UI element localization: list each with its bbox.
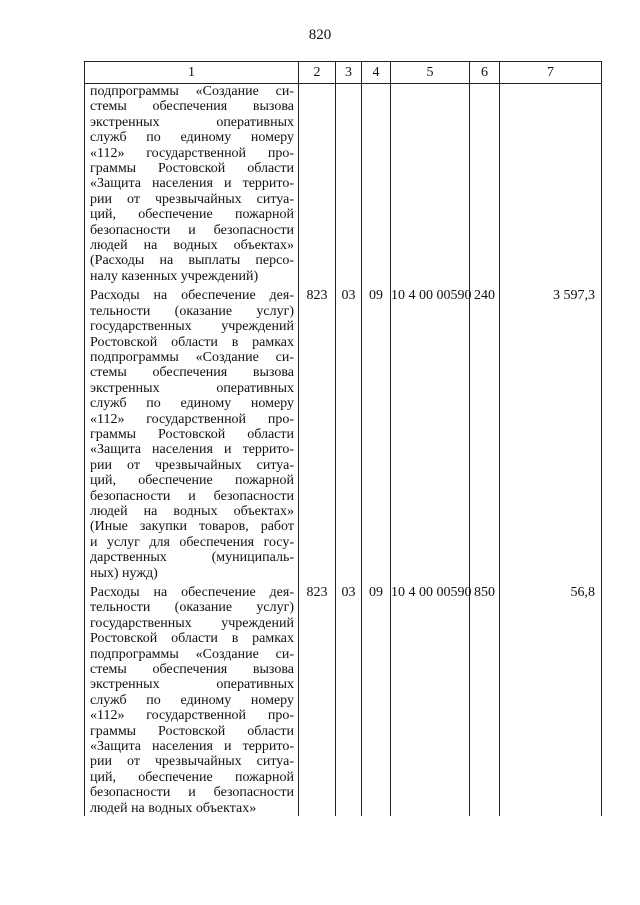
description-line: граммы Ростовской области [90, 723, 294, 739]
row-description [85, 585, 299, 816]
row-section-code: 03 [336, 288, 362, 585]
budget-table [84, 61, 602, 816]
description-line: ций, обеспечение пожарной [90, 207, 294, 223]
row-ministry-code: 823 [299, 585, 336, 816]
header-col-3: 3 [336, 62, 362, 84]
header-col-7: 7 [500, 62, 602, 84]
description-line: рии от чрезвычайных ситуа- [90, 191, 294, 207]
description-line: тельности (оказание услуг) [90, 303, 294, 319]
description-line: (Иные закупки товаров, работ [90, 519, 294, 535]
description-line: стемы обеспечения вызова [90, 99, 294, 115]
row-amount: 56,8 [500, 585, 602, 816]
description-line: служб по единому номеру [90, 396, 294, 412]
row-target-article: 10 4 00 00590 [391, 585, 470, 816]
table-row [85, 84, 602, 289]
row-description [85, 84, 299, 289]
description-line: людей на водных объектах» [90, 238, 294, 254]
description-line: людей на водных объектах» [90, 503, 294, 519]
description-line: экстренных оперативных [90, 677, 294, 693]
description-line: экстренных оперативных [90, 380, 294, 396]
row-amount: 3 597,3 [500, 288, 602, 585]
description-line: тельности (оказание услуг) [90, 600, 294, 616]
description-line: «Защита населения и террито- [90, 739, 294, 755]
row-ministry-code [299, 84, 336, 289]
description-line: стемы обеспечения вызова [90, 365, 294, 381]
table-row [85, 585, 602, 816]
description-line: служб по единому номеру [90, 130, 294, 146]
header-row [85, 62, 602, 84]
row-subsection-code [362, 84, 391, 289]
header-col-4: 4 [362, 62, 391, 84]
row-target-article: 10 4 00 00590 [391, 288, 470, 585]
description-line: людей на водных объектах» [90, 800, 257, 816]
row-section-code [336, 84, 362, 289]
header-col-5: 5 [391, 62, 470, 84]
description-line: (Расходы на выплаты персо- [90, 253, 294, 269]
row-expense-type: 850 [470, 585, 500, 816]
header-col-6: 6 [470, 62, 500, 84]
table-row [85, 288, 602, 585]
description-line: государственных учреждений [90, 615, 294, 631]
row-target-article [391, 84, 470, 289]
description-line: «Защита населения и террито- [90, 442, 294, 458]
description-line: дарственных (муниципаль- [90, 550, 294, 566]
row-ministry-code: 823 [299, 288, 336, 585]
description-line: ций, обеспечение пожарной [90, 769, 294, 785]
row-subsection-code: 09 [362, 288, 391, 585]
header-col-2: 2 [299, 62, 336, 84]
description-line: «Защита населения и террито- [90, 176, 294, 192]
description-line: Ростовской области в рамках [90, 334, 294, 350]
row-section-code: 03 [336, 585, 362, 816]
description-line: Расходы на обеспечение дея- [90, 288, 294, 304]
row-amount [500, 84, 602, 289]
description-line: безопасности и безопасности [90, 785, 294, 801]
description-line: граммы Ростовской области [90, 161, 294, 177]
description-line: Ростовской области в рамках [90, 631, 294, 647]
description-line: подпрограммы «Создание си- [90, 84, 294, 99]
description-line: «112» государственной про- [90, 411, 294, 427]
row-description [85, 288, 299, 585]
row-subsection-code: 09 [362, 585, 391, 816]
row-expense-type [470, 84, 500, 289]
page-number: 820 [308, 27, 332, 43]
description-line: ных) нужд) [90, 565, 158, 581]
row-expense-type: 240 [470, 288, 500, 585]
description-line: безопасности и безопасности [90, 222, 294, 238]
description-line: «112» государственной про- [90, 145, 294, 161]
description-line: рии от чрезвычайных ситуа- [90, 754, 294, 770]
description-line: подпрограммы «Создание си- [90, 349, 294, 365]
description-line: налу казенных учреждений) [90, 268, 259, 284]
description-line: рии от чрезвычайных ситуа- [90, 457, 294, 473]
description-line: стемы обеспечения вызова [90, 662, 294, 678]
description-line: безопасности и безопасности [90, 488, 294, 504]
description-line: служб по единому номеру [90, 692, 294, 708]
header-col-1: 1 [85, 62, 299, 84]
table-body [85, 84, 602, 817]
table-header [85, 62, 602, 84]
description-line: граммы Ростовской области [90, 426, 294, 442]
description-line: «112» государственной про- [90, 708, 294, 724]
description-line: экстренных оперативных [90, 114, 294, 130]
description-line: подпрограммы «Создание си- [90, 646, 294, 662]
description-line: ций, обеспечение пожарной [90, 473, 294, 489]
description-line: Расходы на обеспечение дея- [90, 585, 294, 600]
description-line: и услуг для обеспечения госу- [90, 534, 294, 550]
description-line: государственных учреждений [90, 319, 294, 335]
